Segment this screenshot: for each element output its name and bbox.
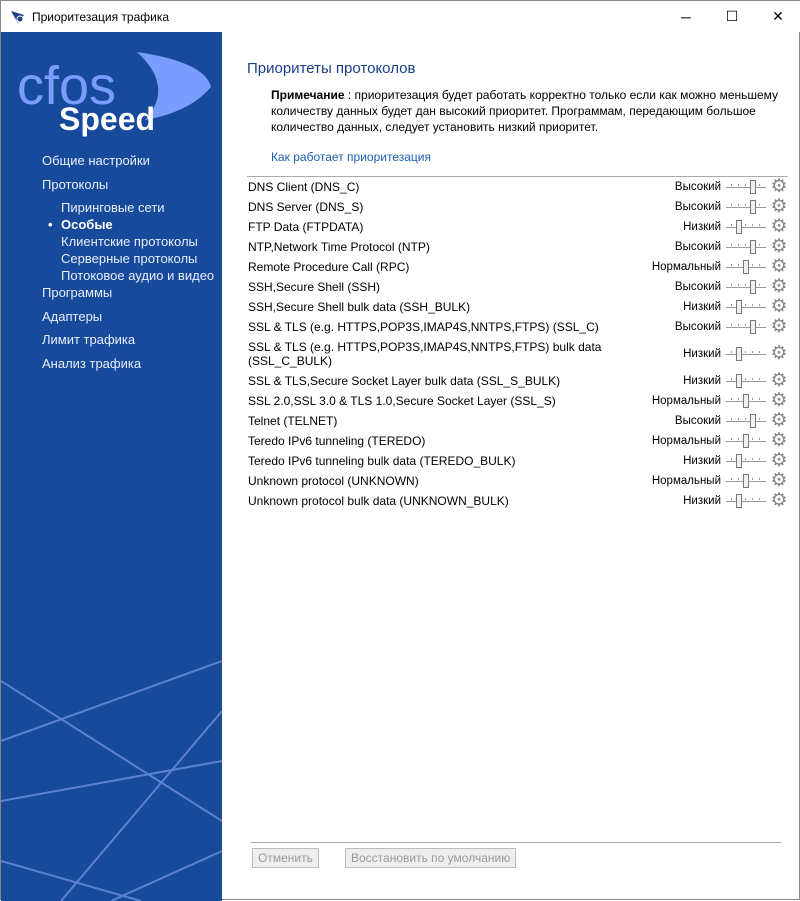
maximize-button[interactable]: ☐ xyxy=(725,8,739,24)
priority-label: Высокий xyxy=(674,241,721,253)
sidebar-item[interactable]: Потоковое аудио и видео xyxy=(61,268,215,283)
priority-label: Высокий xyxy=(674,321,721,333)
slider-thumb[interactable] xyxy=(736,347,742,361)
gear-icon[interactable]: ⚙ xyxy=(770,450,788,471)
slider-thumb[interactable] xyxy=(750,180,756,194)
slider-thumb[interactable] xyxy=(736,454,742,468)
sidebar-nav xyxy=(42,152,214,378)
protocol-row xyxy=(247,471,788,491)
priority-slider[interactable] xyxy=(726,413,766,429)
sidebar-item[interactable]: Пиринговые сети xyxy=(61,200,165,215)
gear-icon[interactable]: ⚙ xyxy=(770,236,788,257)
protocol-row xyxy=(247,197,788,217)
sidebar-item[interactable]: Серверные протоколы xyxy=(61,251,198,266)
gear-icon[interactable]: ⚙ xyxy=(770,276,788,297)
protocol-name: SSH,Secure Shell bulk data (SSH_BULK) xyxy=(248,300,471,314)
sidebar-item[interactable]: Адаптеры xyxy=(42,308,103,324)
priority-label: Низкий xyxy=(683,495,721,507)
gear-icon[interactable]: ⚙ xyxy=(770,470,788,491)
protocol-row xyxy=(247,431,788,451)
priority-slider[interactable] xyxy=(726,493,766,509)
protocol-name: Teredo IPv6 tunneling (TEREDO) xyxy=(248,434,426,448)
minimize-button[interactable]: ─ xyxy=(681,8,691,25)
priority-label: Нормальный xyxy=(651,475,721,487)
close-button[interactable]: ✕ xyxy=(772,8,784,24)
protocol-row xyxy=(247,451,788,471)
protocol-row xyxy=(247,177,788,197)
gear-icon[interactable]: ⚙ xyxy=(770,343,788,364)
slider-thumb[interactable] xyxy=(743,260,749,274)
gear-icon[interactable]: ⚙ xyxy=(770,390,788,411)
protocol-name: Remote Procedure Call (RPC) xyxy=(248,260,410,274)
logo-cfos: cfos xyxy=(17,56,117,116)
restore-defaults-button[interactable]: Восстановить по умолчанию xyxy=(345,848,516,868)
slider-thumb[interactable] xyxy=(750,200,756,214)
protocol-row xyxy=(247,237,788,257)
priority-slider[interactable] xyxy=(726,373,766,389)
priority-slider[interactable] xyxy=(726,473,766,489)
sidebar-item[interactable]: • Особые xyxy=(42,216,214,233)
gear-icon[interactable]: ⚙ xyxy=(770,216,788,237)
sidebar-item[interactable]: Анализ трафика xyxy=(42,355,142,371)
how-prioritization-works-link[interactable]: Как работает приоритезация xyxy=(271,150,431,164)
protocol-row xyxy=(247,391,788,411)
gear-icon[interactable]: ⚙ xyxy=(770,316,788,337)
priority-label: Нормальный xyxy=(651,435,721,447)
priority-slider[interactable] xyxy=(726,199,766,215)
protocol-row xyxy=(247,217,788,237)
gear-icon[interactable]: ⚙ xyxy=(770,490,788,511)
app-icon xyxy=(10,9,26,25)
priority-label: Низкий xyxy=(683,375,721,387)
priority-label: Низкий xyxy=(683,221,721,233)
footer-divider xyxy=(251,842,781,843)
page-title: Приоритеты протоколов xyxy=(247,60,416,77)
gear-icon[interactable]: ⚙ xyxy=(770,196,788,217)
priority-slider[interactable] xyxy=(726,219,766,235)
priority-label: Нормальный xyxy=(651,261,721,273)
gear-icon[interactable]: ⚙ xyxy=(770,370,788,391)
protocol-name: SSL & TLS (e.g. HTTPS,POP3S,IMAP4S,NNTPS,FTPS) (SSL_C) xyxy=(248,320,599,334)
slider-thumb[interactable] xyxy=(743,474,749,488)
protocol-row xyxy=(247,277,788,297)
protocol-row xyxy=(247,371,788,391)
priority-slider[interactable] xyxy=(726,453,766,469)
priority-slider[interactable] xyxy=(726,393,766,409)
priority-slider[interactable] xyxy=(726,319,766,335)
title-bar xyxy=(1,1,800,32)
protocol-row xyxy=(247,297,788,317)
slider-thumb[interactable] xyxy=(743,434,749,448)
protocol-name: Telnet (TELNET) xyxy=(248,414,338,428)
priority-label: Высокий xyxy=(674,281,721,293)
slider-thumb[interactable] xyxy=(736,494,742,508)
slider-thumb[interactable] xyxy=(736,300,742,314)
slider-thumb[interactable] xyxy=(750,320,756,334)
gear-icon[interactable]: ⚙ xyxy=(770,296,788,317)
sidebar-item[interactable]: Клиентские протоколы xyxy=(61,234,198,249)
slider-thumb[interactable] xyxy=(750,280,756,294)
protocol-name: SSL 2.0,SSL 3.0 & TLS 1.0,Secure Socket Layer (SSL_S) xyxy=(248,394,556,408)
protocol-list xyxy=(247,176,788,511)
protocol-row xyxy=(247,317,788,337)
note xyxy=(271,87,791,135)
priority-slider[interactable] xyxy=(726,299,766,315)
protocol-row xyxy=(247,411,788,431)
protocol-name: NTP,Network Time Protocol (NTP) xyxy=(248,240,430,254)
priority-label: Высокий xyxy=(674,181,721,193)
protocol-name: FTP Data (FTPDATA) xyxy=(248,220,364,234)
note-text: : приоритезация будет работать корректно только если как можно меньшему количеству данных будет дан высокий приоритет. Программам, передающим большое количество данных, следует установить низкий приоритет. xyxy=(271,88,779,134)
gear-icon[interactable]: ⚙ xyxy=(770,176,788,197)
priority-label: Нормальный xyxy=(651,395,721,407)
priority-label: Низкий xyxy=(683,301,721,313)
slider-thumb[interactable] xyxy=(736,374,742,388)
sidebar xyxy=(1,32,222,901)
protocol-name: SSL & TLS (e.g. HTTPS,POP3S,IMAP4S,NNTPS,FTPS) bulk data (SSL_C_BULK) xyxy=(248,340,602,368)
sidebar-item[interactable]: Общие настройки xyxy=(42,153,150,168)
protocol-row xyxy=(247,337,788,371)
priority-slider[interactable] xyxy=(726,179,766,195)
main-panel xyxy=(222,32,799,899)
slider-thumb[interactable] xyxy=(750,414,756,428)
decorative-lines xyxy=(1,621,222,901)
logo-speed: Speed xyxy=(59,101,156,137)
protocol-name: DNS Client (DNS_C) xyxy=(248,180,360,194)
protocol-name: SSH,Secure Shell (SSH) xyxy=(248,280,381,294)
priority-slider[interactable] xyxy=(726,279,766,295)
priority-label: Высокий xyxy=(674,415,721,427)
protocol-name: SSL & TLS,Secure Socket Layer bulk data (SSL_S_BULK) xyxy=(248,374,561,388)
sidebar-item[interactable]: Протоколы xyxy=(42,176,109,192)
priority-slider[interactable] xyxy=(726,239,766,255)
gear-icon[interactable]: ⚙ xyxy=(770,256,788,277)
priority-label: Низкий xyxy=(683,348,721,360)
priority-slider[interactable] xyxy=(726,433,766,449)
cancel-button[interactable]: Отменить xyxy=(252,848,319,868)
protocol-name: Teredo IPv6 tunneling bulk data (TEREDO_BULK) xyxy=(248,454,516,468)
priority-label: Высокий xyxy=(674,201,721,213)
cfos-speed-logo xyxy=(15,42,215,145)
slider-thumb[interactable] xyxy=(743,394,749,408)
priority-slider[interactable] xyxy=(726,259,766,275)
sidebar-item[interactable]: Программы xyxy=(42,285,113,300)
window-title: Приоритезация трафика xyxy=(32,9,170,24)
protocol-name: DNS Server (DNS_S) xyxy=(248,200,364,214)
priority-slider[interactable] xyxy=(726,346,766,362)
protocol-row xyxy=(247,257,788,277)
gear-icon[interactable]: ⚙ xyxy=(770,410,788,431)
slider-thumb[interactable] xyxy=(750,240,756,254)
slider-thumb[interactable] xyxy=(736,220,742,234)
sidebar-item[interactable]: Лимит трафика xyxy=(42,332,136,347)
protocol-name: Unknown protocol bulk data (UNKNOWN_BULK) xyxy=(248,494,509,508)
gear-icon[interactable]: ⚙ xyxy=(770,430,788,451)
protocol-name: Unknown protocol (UNKNOWN) xyxy=(248,474,419,488)
note-label: Примечание xyxy=(271,88,345,102)
protocol-row xyxy=(247,491,788,511)
priority-label: Низкий xyxy=(683,455,721,467)
